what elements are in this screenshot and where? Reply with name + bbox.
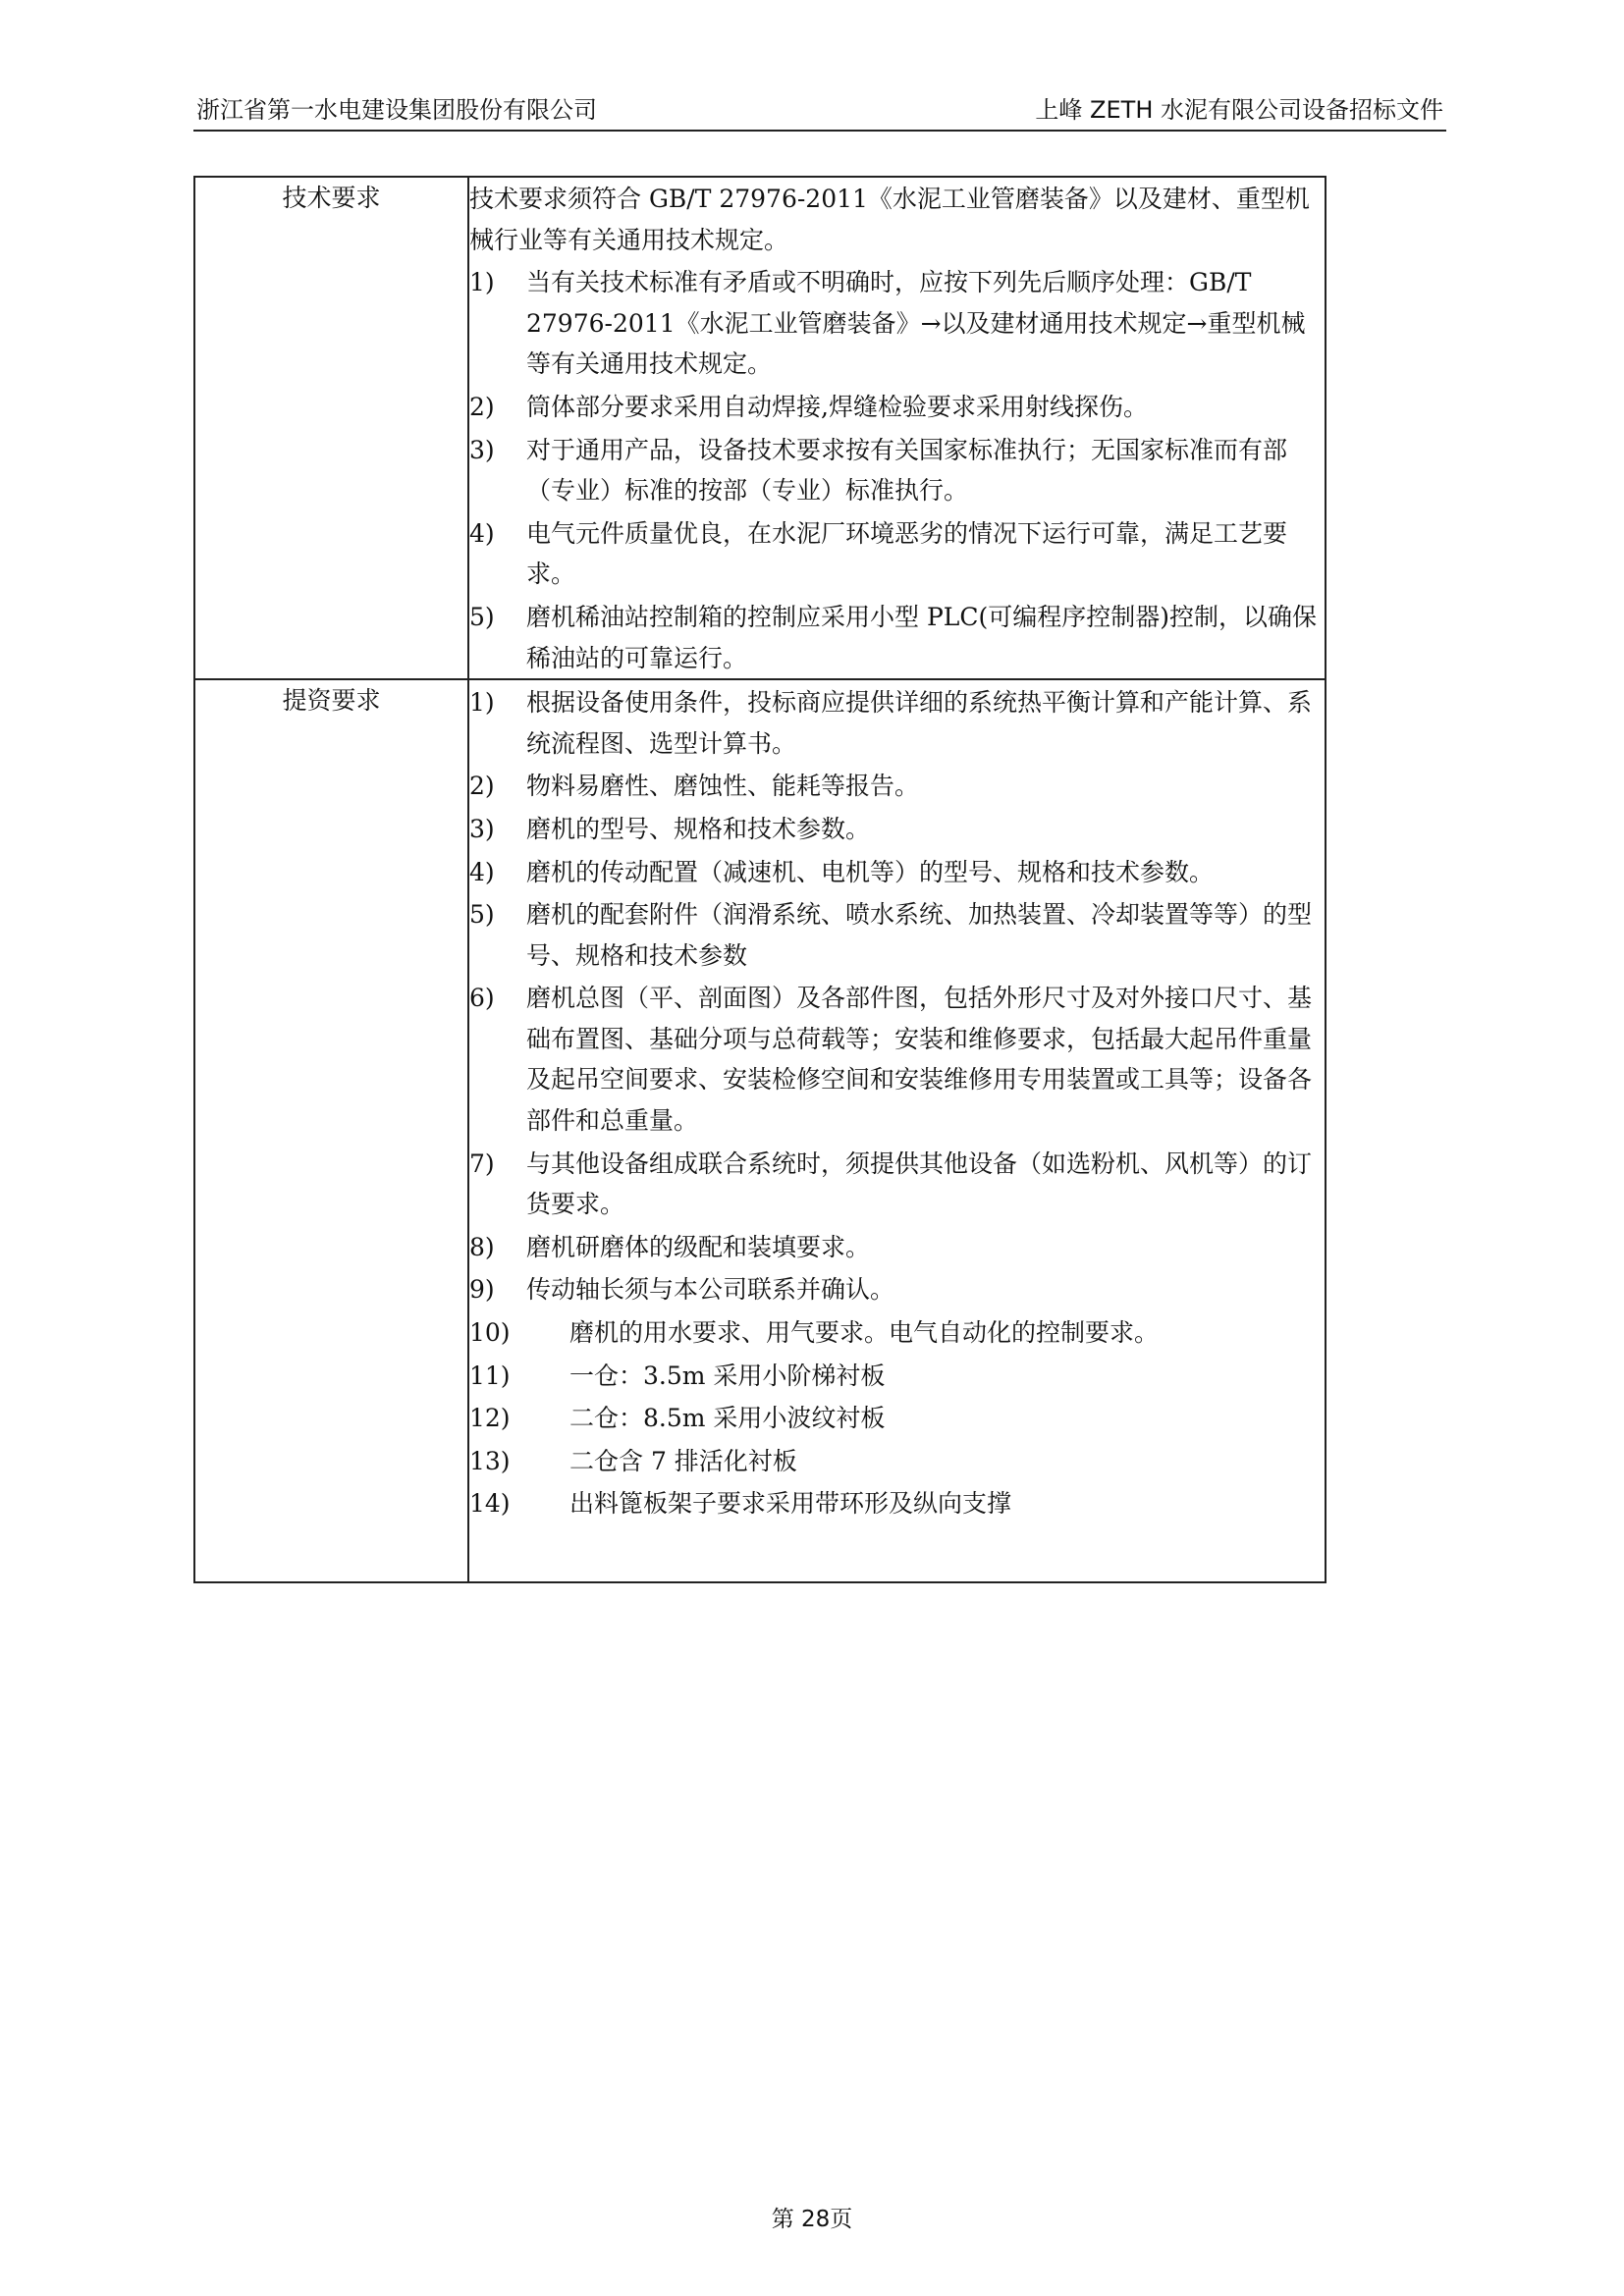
item-number: 6) [469,984,495,1013]
item-text: 对于通用产品，设备技术要求按有关国家标准执行；无国家标准而有部（专业）标准的按部（专业）标准执行。 [526,435,1288,506]
item-number: 13) [469,1446,511,1475]
list-item [469,387,1325,428]
list-item [469,1312,1325,1354]
item-number: 4) [469,518,495,548]
table-row-docs [194,679,1326,1582]
docs-content [468,679,1326,1582]
item-text: 物料易磨性、磨蚀性、能耗等报告。 [526,772,920,801]
item-text: 磨机稀油站控制箱的控制应采用小型 PLC(可编程序控制器)控制，以确保稀油站的可靠运行。 [526,602,1318,672]
item-number: 2) [469,392,495,421]
list-item [469,262,1325,385]
item-text: 磨机总图（平、剖面图）及各部件图，包括外形尺寸及对外接口尺寸、基础布置图、基础分项与总荷载等；安装和维修要求，包括最大起吊件重量及起吊空间要求、安装检修空间和安装维修用专用装置或工具等；设备各部件和总重量。 [526,984,1313,1136]
item-text: 磨机的配套附件（润滑系统、喷水系统、加热装置、冷却装置等等）的型号、规格和技术参数 [526,900,1313,970]
list-item [469,766,1325,807]
header-doc-title: 上峰 ZETH 水泥有限公司设备招标文件 [1035,96,1443,124]
item-number: 14) [469,1489,511,1519]
list-item [469,1398,1325,1439]
list-item [469,852,1325,893]
item-number: 10) [469,1318,511,1348]
item-text: 一仓：3.5m 采用小阶梯衬板 [569,1361,886,1390]
item-text: 出料篦板架子要求采用带环形及纵向支撑 [569,1489,1012,1519]
list-item [469,978,1325,1141]
list-item [469,430,1325,511]
item-text: 二仓含 7 排活化衬板 [569,1446,797,1475]
item-number: 12) [469,1404,511,1433]
item-text: 磨机的传动配置（减速机、电机等）的型号、规格和技术参数。 [526,857,1215,886]
item-number: 5) [469,602,495,631]
list-item [469,809,1325,850]
item-number: 9) [469,1275,495,1305]
item-number: 1) [469,268,495,297]
list-item [469,1144,1325,1225]
item-text: 电气元件质量优良，在水泥厂环境恶劣的情况下运行可靠，满足工艺要求。 [526,518,1288,589]
list-item [469,597,1325,678]
item-number: 2) [469,772,495,801]
requirements-table [193,176,1326,1583]
list-item [469,1269,1325,1310]
item-text: 筒体部分要求采用自动焊接,焊缝检验要求采用射线探伤。 [526,392,1148,421]
item-text: 二仓：8.5m 采用小波纹衬板 [569,1404,886,1433]
page-number: 第 28页 [771,2207,853,2232]
item-number: 4) [469,857,495,886]
item-text: 磨机研磨体的级配和装填要求。 [526,1232,871,1261]
tech-intro: 技术要求须符合 GB/T 27976-2011《水泥工业管磨装备》以及建材、重型机械行业等有关通用技术规定。 [469,185,1310,254]
list-item [469,1356,1325,1397]
item-number: 11) [469,1361,511,1390]
list-item [469,682,1325,764]
list-item [469,894,1325,976]
item-text: 磨机的用水要求、用气要求。电气自动化的控制要求。 [569,1318,1160,1348]
page-header [193,90,1446,132]
item-text: 传动轴长须与本公司联系并确认。 [526,1275,895,1305]
list-item [469,1483,1325,1524]
item-text: 与其他设备组成联合系统时，须提供其他设备（如选粉机、风机等）的订货要求。 [526,1148,1313,1219]
item-text: 当有关技术标准有矛盾或不明确时，应按下列先后顺序处理：GB/T 27976-2011《水泥工业管磨装备》→以及建材通用技术规定→重型机械等有关通用技术规定。 [526,268,1306,379]
list-item [469,513,1325,595]
docs-label: 提资要求 [194,679,468,1582]
list-item [469,1227,1325,1268]
header-company: 浙江省第一水电建设集团股份有限公司 [196,96,597,124]
item-text: 磨机的型号、规格和技术参数。 [526,814,871,843]
item-number: 3) [469,814,495,843]
item-number: 1) [469,688,495,718]
item-number: 3) [469,435,495,464]
item-number: 5) [469,900,495,930]
list-item [469,1441,1325,1482]
tech-content [468,177,1326,679]
item-number: 7) [469,1148,495,1178]
item-number: 8) [469,1232,495,1261]
item-text: 根据设备使用条件，投标商应提供详细的系统热平衡计算和产能计算、系统流程图、选型计算书。 [526,688,1313,758]
tech-label: 技术要求 [194,177,468,679]
table-row-tech [194,177,1326,679]
